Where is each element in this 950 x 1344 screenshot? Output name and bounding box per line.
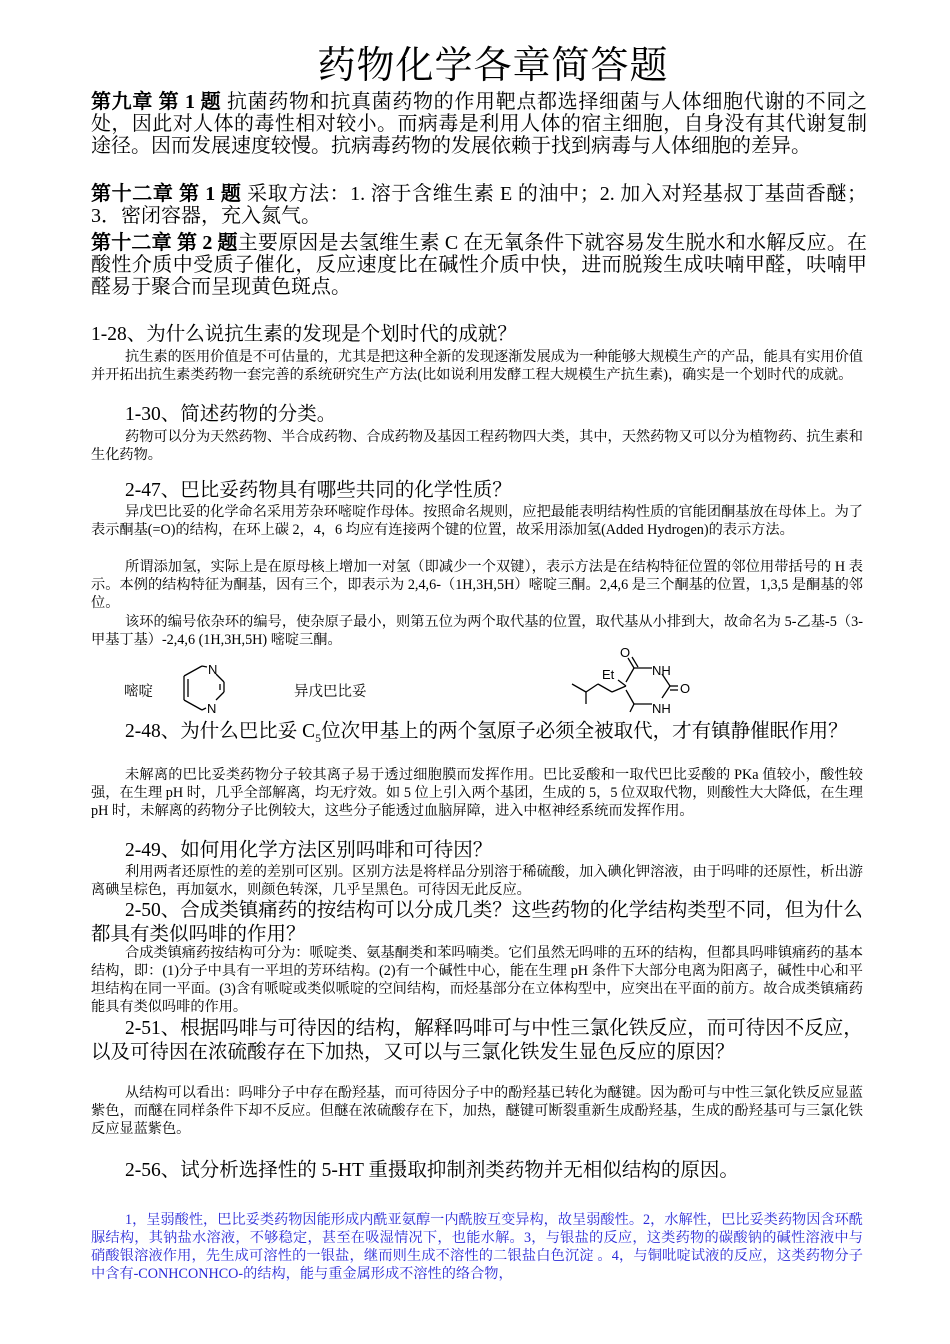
answer-2-51: 从结构可以看出：吗啡分子中存在酚羟基，而可待因分子中的酚羟基已转化为醚键。因为酚可与中性三氯化铁反应显蓝紫色，而醚在同样条件下却不反应。但醚在浓硫酸存在下，加热，醚键可断裂重新生成酚羟基，生成的酚羟基可与三氯化铁反应显蓝紫色。 [91, 1085, 863, 1137]
answer-1-28: 抗生素的医用价值是不可估量的，尤其是把这种全新的发现逐渐发展成为一种能够大规模生产的产品，能具有实用价值并开拓出抗生素类药物一套完善的系统研究生产方法(比如说利用发酵工程大规模生产抗生素)，确实是一个划时代的成就。 [91, 349, 863, 383]
chapter9-heading: 第九章 第 1 题 [91, 91, 222, 113]
answer-2-47-part2: 所谓添加氢，实际上是在原母核上增加一对氢（即减少一个双键），表示方法是在结构特征位置的邻位用带括号的 H 表示。本例的结构特征为酮基，因有三个，即表示为 2,4,6-（1H,3H,5H）嘧啶三酮。2,4,6 是三个酮基的位置，1,3,5 是酮基的邻位。 [91, 559, 863, 611]
answer-2-47-part1: 异戊巴比妥的化学命名采用芳杂环嘧啶作母体。按照命名规则，应把最能表明结构性质的官能团酮基放在母体上。为了表示酮基(=O)的结构，在环上碳 2，4，6 均应有连接两个键的位置，故采用添加氢(Added Hydrogen)的表示方法。 [91, 504, 863, 538]
chapter12-q1-text: 采取方法：1. 溶于含维生素 E 的油中；2. 加入对羟基叔丁基茴香醚；3．密闭容器，充入氮气。 [91, 183, 868, 227]
answer-2-48: 未解离的巴比妥类药物分子较其离子易于透过细胞膜而发挥作用。巴比妥酸和一取代巴比妥酸的 PKa 值较小，酸性较强，在生理 pH 时，几乎全部解离，均无疗效。如 5 位上引入两个基团，生成的 5，5 位双取代物，则酸性大大降低，在生理 pH 时，未解离的药物分子比例较大，这些分子能透过血脑屏障，进入中枢神经系统而发挥作用。 [91, 767, 863, 819]
chapter12-q2-answer [91, 232, 867, 298]
question-2-48 [91, 720, 867, 750]
question-2-47: 2-47、巴比妥药物具有哪些共同的化学性质？ [125, 480, 512, 501]
amobarbital-oxygen-4: O [620, 646, 631, 660]
question-2-51: 2-51、根据吗啡与可待因的结构，解释吗啡可与中性三氯化铁反应，而可待因不反应，以及可待因在浓硫酸存在下加热，又可以与三氯化铁发生显色反应的原因？ [91, 1018, 863, 1063]
amobarbital-label: 异戊巴比妥 [294, 684, 367, 700]
question-2-48-pre: 2-48、为什么巴比妥 C [125, 721, 316, 742]
pyrimidine-atom-n1: N [208, 662, 218, 677]
amobarbital-ethyl: Et [602, 667, 615, 682]
question-1-28: 1-28、为什么说抗生素的发现是个划时代的成就？ [91, 324, 517, 345]
pyrimidine-label: 嘧啶 [124, 684, 153, 700]
amobarbital-nh-1: NH [652, 701, 671, 716]
amobarbital-nh-3: NH [652, 663, 671, 678]
answer-2-49: 利用两者还原性的差的差别可区别。区别方法是将样品分别溶于稀硫酸，加入碘化钾溶液，由于吗啡的还原性，析出游离碘呈棕色，再加氨水，则颜色转深，几乎呈黑色。可待因无此反应。 [91, 864, 863, 898]
chapter12-q2-heading: 第十二章 第 2 题 [91, 232, 238, 254]
answer-1-30: 药物可以分为天然药物、半合成药物、合成药物及基因工程药物四大类，其中，天然药物又可以分为植物药、抗生素和生化药物。 [91, 429, 863, 463]
pyrimidine-atom-n3: N [207, 701, 217, 716]
amobarbital-structure [568, 646, 700, 720]
question-2-48-subscript: 5 [315, 730, 322, 745]
chapter9-answer [91, 91, 867, 157]
answer-2-50: 合成类镇痛药按结构可分为：哌啶类、氨基酮类和苯吗喃类。它们虽然无吗啡的五环的结构，但都具吗啡镇痛药的基本结构，即：(1)分子中具有一平坦的芳环结构。(2)有一个碱性中心，能在生理 pH 条件下大部分电离为阳离子，碱性中心和平坦结构在同一平面。(3)含有哌啶或类似哌啶的空间结构，而烃基部分在立体构型中，应突出在平面的前方。故合成类镇痛药能具有类似吗啡的作用。 [91, 945, 863, 1015]
page-title: 药物化学各章简答题 [317, 45, 669, 87]
chapter9-text: 抗菌药物和抗真菌药物的作用靶点都选择细菌与人体细胞代谢的不同之处，因此对人体的毒性相对较小。而病毒是利用人体的宿主细胞，自身没有其代谢复制途径。因而发展速度较慢。抗病毒药物的发展依赖于找到病毒与人体细胞的差异。 [91, 91, 868, 157]
answer-2-47-part3: 该环的编号依杂环的编号，使杂原子最小，则第五位为两个取代基的位置，取代基从小排到大，故命名为 5-乙基-5（3-甲基丁基）-2,4,6 (1H,3H,5H) 嘧啶三酮。 [91, 614, 863, 648]
barbiturate-properties-answer: 1，呈弱酸性，巴比妥类药物因能形成内酰亚氨醇一内酰胺互变异构，故呈弱酸性。2，水解性，巴比妥类药物因含环酰脲结构，其钠盐水溶液，不够稳定，甚至在吸湿情况下，也能水解。3，与银盐的反应，这类药物的碳酸钠的碱性溶液中与硝酸银溶液作用，先生成可溶性的一银盐，继而则生成不溶性的二银盐白色沉淀 。4，与铜吡啶试液的反应，这类药物分子中含有-CONHCONHCO-的结构，能与重金属形成不溶性的络合物， [91, 1212, 863, 1282]
question-2-56: 2-56、试分析选择性的 5-HT 重摄取抑制剂类药物并无相似结构的原因。 [125, 1160, 739, 1181]
question-2-48-post: 位次甲基上的两个氢原子必须全被取代，才有镇静催眠作用？ [321, 721, 848, 742]
amobarbital-oxygen-2: O [680, 681, 691, 696]
chapter12-q1-answer [91, 183, 867, 227]
question-2-49: 2-49、如何用化学方法区别吗啡和可待因？ [125, 840, 493, 861]
question-2-50: 2-50、合成类镇痛药的按结构可以分成几类？这些药物的化学结构类型不同，但为什么都具有类似吗啡的作用？ [91, 900, 863, 945]
chapter12-q1-heading: 第十二章 第 1 题 [91, 183, 242, 205]
pyrimidine-structure [170, 652, 240, 720]
chapter12-q2-text: 主要原因是去氢维生素 C 在无氧条件下就容易发生脱水和水解反应。在酸性介质中受质子催化，反应速度比在碱性介质中快，进而脱羧生成呋喃甲醛，呋喃甲醛易于聚合而呈现黄色斑点。 [91, 232, 868, 298]
question-1-30: 1-30、简述药物的分类。 [125, 404, 337, 425]
